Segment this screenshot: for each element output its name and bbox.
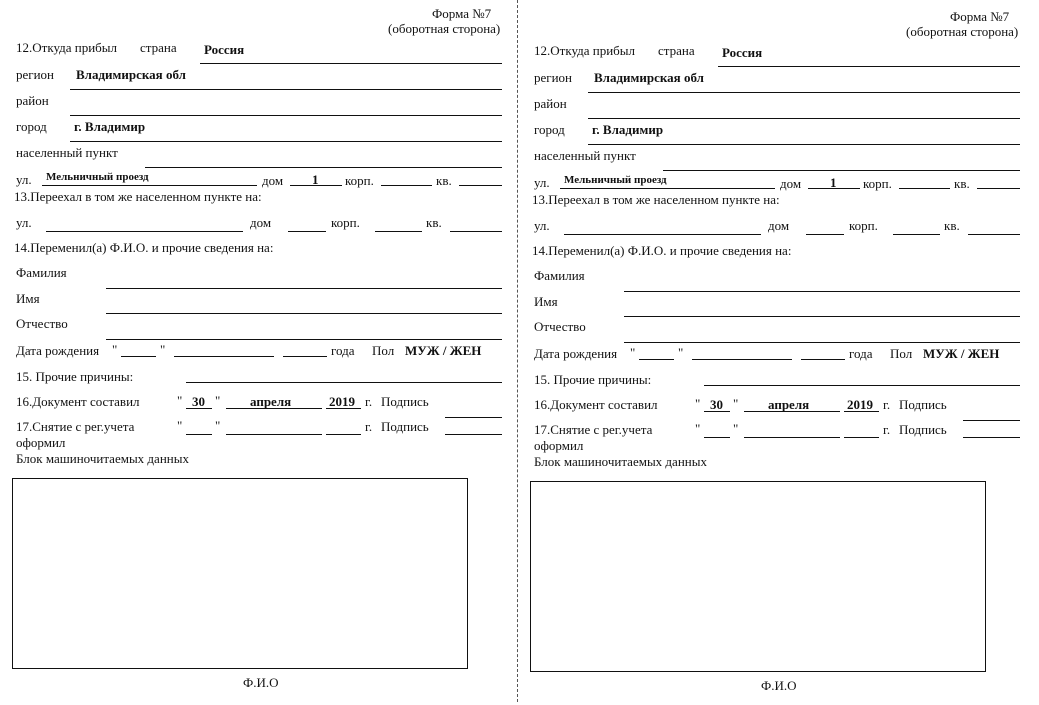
dereg-sign-label: Подпись [381, 419, 429, 434]
corp-line [899, 188, 950, 189]
fio-label: Ф.И.О [243, 675, 279, 690]
region-label: регион [16, 67, 55, 82]
other-reasons-line [186, 382, 502, 383]
doc-g-label: г. [883, 397, 891, 412]
sex-label: Пол [890, 346, 913, 361]
doc-sign-line [963, 420, 1020, 421]
region-value: Владимирская обл [594, 70, 704, 85]
corp-label: корп. [345, 173, 374, 188]
name-line [106, 313, 502, 314]
city-value: г. Владимир [592, 122, 664, 137]
form-copy-right [518, 3, 1037, 705]
doc-sign-label: Подпись [381, 394, 429, 409]
section-15-label: 15. Прочие причины: [534, 372, 652, 387]
doc-quote-open: " [177, 393, 183, 408]
form-number: Форма №7 [950, 9, 1010, 24]
section-12-label: 12.Откуда прибыл [16, 40, 118, 55]
section-13-label: 13.Переехал в том же населенном пункте на: [14, 189, 262, 204]
street-label: ул. [534, 175, 550, 190]
house-label: дом [780, 176, 802, 191]
section-17-label: 17.Снятие с рег.учета [534, 422, 653, 437]
form-side: (оборотная сторона) [388, 21, 501, 36]
section-16-label: 16.Документ составил [534, 397, 658, 412]
sex-label: Пол [372, 343, 395, 358]
doc-day-value: 30 [192, 394, 205, 409]
house-label-13: дом [250, 215, 272, 230]
birth-day-line [121, 356, 156, 357]
birth-quote-open: " [112, 342, 118, 357]
house-value: 1 [830, 175, 837, 190]
doc-year-value: 2019 [847, 397, 873, 412]
form-copy-left [0, 0, 519, 702]
birth-quote-close: " [678, 345, 684, 360]
country-value: Россия [722, 45, 763, 60]
country-value: Россия [204, 42, 245, 57]
apt-label-13: кв. [426, 215, 442, 230]
house-line-13 [288, 231, 326, 232]
region-line [70, 89, 502, 90]
birth-label: Дата рождения [16, 343, 100, 358]
patronymic-label: Отчество [534, 319, 586, 334]
doc-month-line [226, 408, 322, 409]
settlement-line [145, 167, 502, 168]
street-line [42, 185, 257, 186]
doc-month-line [744, 411, 840, 412]
dereg-day-line [704, 437, 730, 438]
house-line [290, 185, 342, 186]
machine-readable-box [12, 478, 468, 669]
district-line [588, 118, 1020, 119]
region-value: Владимирская обл [76, 67, 186, 82]
dereg-quote-open: " [695, 421, 701, 436]
section-17-label-2: оформил [534, 438, 584, 453]
dereg-quote-open: " [177, 418, 183, 433]
dereg-sign-line [445, 434, 502, 435]
section-14-label: 14.Переменил(а) Ф.И.О. и прочие сведения на: [532, 243, 792, 258]
patronymic-line [106, 339, 502, 340]
surname-line [106, 288, 502, 289]
settlement-line [663, 170, 1020, 171]
dereg-g-label: г. [365, 419, 373, 434]
corp-line [381, 185, 432, 186]
section-17-label-2: оформил [16, 435, 66, 450]
birth-month-line [692, 359, 792, 360]
dereg-quote-close: " [215, 418, 221, 433]
year-label: года [849, 346, 873, 361]
apt-line [977, 188, 1020, 189]
birth-year-line [283, 356, 327, 357]
apt-label: кв. [436, 173, 452, 188]
city-label: город [16, 119, 47, 134]
street-value: Мельничный проезд [46, 171, 149, 183]
doc-quote-close: " [215, 393, 221, 408]
city-line [70, 141, 502, 142]
section-14-label: 14.Переменил(а) Ф.И.О. и прочие сведения на: [14, 240, 274, 255]
house-line-13 [806, 234, 844, 235]
district-label: район [16, 93, 49, 108]
house-label: дом [262, 173, 284, 188]
doc-month-value: апреля [768, 397, 810, 412]
dereg-year-line [326, 434, 361, 435]
birth-quote-open: " [630, 345, 636, 360]
name-label: Имя [16, 291, 40, 306]
doc-quote-close: " [733, 396, 739, 411]
doc-year-line [326, 408, 361, 409]
dereg-month-line [744, 437, 840, 438]
doc-g-label: г. [365, 394, 373, 409]
corp-line-13 [893, 234, 940, 235]
year-label: года [331, 343, 355, 358]
machine-block-label: Блок машиночитаемых данных [16, 451, 189, 466]
dereg-month-line [226, 434, 322, 435]
name-label: Имя [534, 294, 558, 309]
sex-options: МУЖ / ЖЕН [405, 343, 482, 358]
section-15-label: 15. Прочие причины: [16, 369, 134, 384]
doc-sign-label: Подпись [899, 397, 947, 412]
patronymic-line [624, 342, 1020, 343]
doc-month-value: апреля [250, 394, 292, 409]
corp-label: корп. [863, 176, 892, 191]
settlement-label: населенный пункт [534, 148, 636, 163]
section-13-label: 13.Переехал в том же населенном пункте на: [532, 192, 780, 207]
city-label: город [534, 122, 565, 137]
fio-label: Ф.И.О [761, 678, 797, 693]
dereg-g-label: г. [883, 422, 891, 437]
doc-year-line [844, 411, 879, 412]
region-line [588, 92, 1020, 93]
patronymic-label: Отчество [16, 316, 68, 331]
section-17-label: 17.Снятие с рег.учета [16, 419, 135, 434]
street-line-13 [564, 234, 761, 235]
street-label-13: ул. [16, 215, 32, 230]
dereg-sign-line [963, 437, 1020, 438]
street-label: ул. [16, 172, 32, 187]
machine-readable-box [530, 481, 986, 672]
form-number: Форма №7 [432, 6, 492, 21]
corp-line-13 [375, 231, 422, 232]
district-label: район [534, 96, 567, 111]
doc-day-value: 30 [710, 397, 723, 412]
apt-line [459, 185, 502, 186]
city-line [588, 144, 1020, 145]
apt-label-13: кв. [944, 218, 960, 233]
house-line [808, 188, 860, 189]
corp-label-13: корп. [331, 215, 360, 230]
district-line [70, 115, 502, 116]
doc-day-line [704, 411, 730, 412]
birth-month-line [174, 356, 274, 357]
surname-label: Фамилия [16, 265, 67, 280]
country-label: страна [658, 43, 695, 58]
dereg-quote-close: " [733, 421, 739, 436]
street-line-13 [46, 231, 243, 232]
street-label-13: ул. [534, 218, 550, 233]
apt-line-13 [968, 234, 1020, 235]
doc-day-line [186, 408, 212, 409]
form-side: (оборотная сторона) [906, 24, 1019, 39]
dereg-day-line [186, 434, 212, 435]
machine-block-label: Блок машиночитаемых данных [534, 454, 707, 469]
surname-label: Фамилия [534, 268, 585, 283]
birth-day-line [639, 359, 674, 360]
country-label: страна [140, 40, 177, 55]
house-label-13: дом [768, 218, 790, 233]
country-line [718, 66, 1020, 67]
section-12-label: 12.Откуда прибыл [534, 43, 636, 58]
birth-label: Дата рождения [534, 346, 618, 361]
section-16-label: 16.Документ составил [16, 394, 140, 409]
house-value: 1 [312, 172, 319, 187]
dereg-year-line [844, 437, 879, 438]
street-value: Мельничный проезд [564, 174, 667, 186]
corp-label-13: корп. [849, 218, 878, 233]
other-reasons-line [704, 385, 1020, 386]
sex-options: МУЖ / ЖЕН [923, 346, 1000, 361]
name-line [624, 316, 1020, 317]
dereg-sign-label: Подпись [899, 422, 947, 437]
doc-quote-open: " [695, 396, 701, 411]
apt-line-13 [450, 231, 502, 232]
street-line [560, 188, 775, 189]
country-line [200, 63, 502, 64]
settlement-label: населенный пункт [16, 145, 118, 160]
doc-year-value: 2019 [329, 394, 355, 409]
apt-label: кв. [954, 176, 970, 191]
city-value: г. Владимир [74, 119, 146, 134]
surname-line [624, 291, 1020, 292]
doc-sign-line [445, 417, 502, 418]
birth-year-line [801, 359, 845, 360]
region-label: регион [534, 70, 573, 85]
birth-quote-close: " [160, 342, 166, 357]
